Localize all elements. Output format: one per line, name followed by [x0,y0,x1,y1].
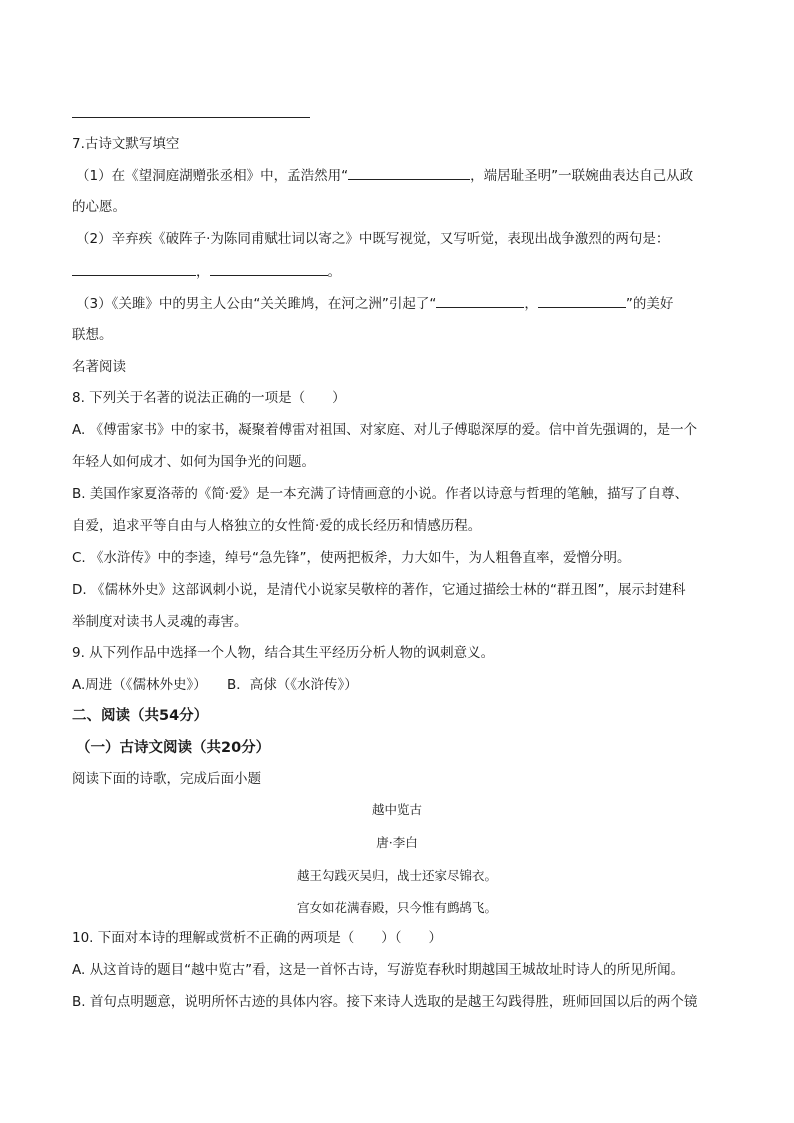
q10-stem: 10. 下面对本诗的理解或赏析不正确的两项是（ ）（ ） [72,930,443,946]
q8-option-b-line1: B. 美国作家夏洛蒂的《简·爱》是一本充满了诗情画意的小说。作者以诗意与哲理的笔触，描写了自尊、 [72,486,689,502]
section2-heading: 二、阅读（共54分） [72,708,209,724]
q7-part3-line1 [76,293,736,314]
q10-option-b: B. 首句点明题意，说明所怀古迹的具体内容。接下来诗人选取的是越王勾践得胜，班师回国以后的两个镜 [72,994,698,1010]
q7-part3-sep: ， [524,296,538,312]
poem-line-1: 越王勾践灭吴归，战士还家尽锦衣。 [296,868,497,883]
fill-blank[interactable] [210,261,328,276]
q8-option-a-line1: A. 《傅雷家书》中的家书，凝聚着傅雷对祖国、对家庭、对儿子傅聪深厚的爱。信中首先强调的，是一个 [72,422,698,438]
q10-option-a: A. 从这首诗的题目“越中览古”看，这是一首怀古诗，写游览春秋时期越国王城故址时诗人的所见所闻。 [72,962,685,978]
q9-stem: 9. 从下列作品中选择一个人物，结合其生平经历分析人物的讽刺意义。 [72,645,495,661]
q9-options: A.周进（《儒林外史》） B．高俅（《水浒传》） [72,677,358,693]
poem-title: 越中览古 [371,802,422,817]
q7-part3-text-b: ”的美好 [625,296,674,312]
fill-blank[interactable] [538,293,626,308]
q8-stem: 8. 下列关于名著的说法正确的一项是（ ） [72,390,346,406]
fill-blank[interactable] [348,165,470,180]
q7-part2-end: 。 [327,264,341,280]
q8-option-c: C. 《水浒传》中的李逵，绰号“急先锋”，使两把板斧，力大如牛，为人粗鲁直率，爱憎分明。 [72,550,631,566]
header-rule [72,117,310,118]
q7-part2-sep: ， [196,264,210,280]
q7-part3-line2: 联想。 [72,327,113,343]
classics-heading: 名著阅读 [72,359,126,375]
q7-part2-line2 [72,261,732,282]
poem-line-2: 宫女如花满春殿，只今惟有鹧鸪飞。 [296,900,497,915]
q7-part1-line2: 的心愿。 [72,199,126,215]
section2-subheading: （一）古诗文阅读（共20分） [76,740,271,756]
q8-option-a-line2: 年轻人如何成才、如何为国争光的问题。 [72,454,315,470]
poem-author: 唐·李白 [376,835,418,850]
q7-part1-text-a: （1）在《望洞庭湖赠张丞相》中，孟浩然用“ [76,168,349,184]
q7-title: 7.古诗文默写填空 [72,136,180,152]
q8-option-d-line2: 举制度对读书人灵魂的毒害。 [72,614,248,630]
fill-blank[interactable] [72,261,196,276]
q7-part1-line1 [76,165,736,186]
fill-blank[interactable] [436,293,524,308]
q7-part2-line1: （2）辛弃疾《破阵子·为陈同甫赋壮词以寄之》中既写视觉，又写听觉，表现出战争激烈的两句是： [76,231,670,247]
q7-part3-text-a: （3）《关雎》中的男主人公由“关关雎鸠，在河之洲”引起了“ [76,296,437,312]
q8-option-d-line1: D. 《儒林外史》这部讽刺小说，是清代小说家吴敬梓的著作，它通过描绘士林的“群丑图”，展示封建科 [72,582,686,598]
reading-instruction: 阅读下面的诗歌，完成后面小题 [72,771,261,787]
q7-part1-text-b: ，端居耻圣明”一联婉曲表达自己从政 [470,168,694,184]
q8-option-b-line2: 自爱，追求平等自由与人格独立的女性简·爱的成长经历和情感历程。 [72,518,482,534]
